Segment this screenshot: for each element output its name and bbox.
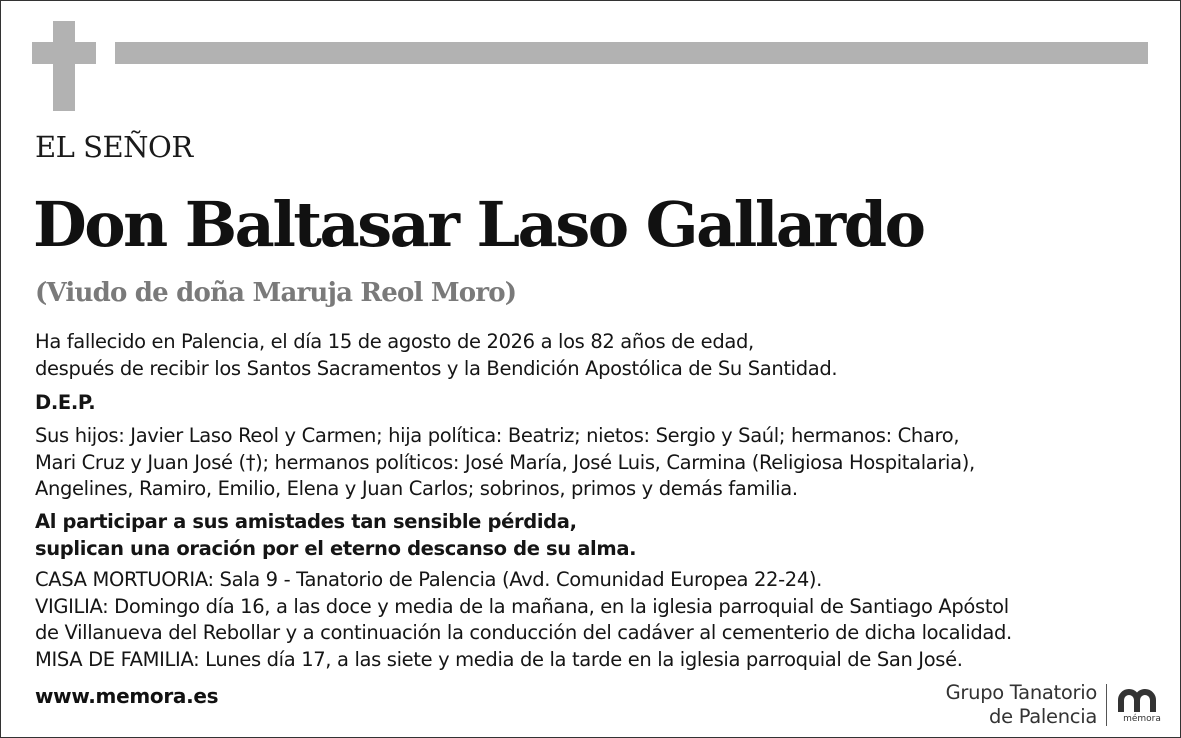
- death-notice-paragraph: [35, 329, 1155, 382]
- text-line: CASA MORTUORIA: Sala 9 - Tanatorio de Palencia (Avd. Comunidad Europea 22-24).: [35, 568, 823, 591]
- brand-line: Grupo Tanatorio: [945, 681, 1097, 704]
- text-line: Sus hijos: Javier Laso Reol y Carmen; hija política: Beatriz; nietos: Sergio y Saúl; hermanos: Charo,: [35, 424, 960, 447]
- brand-name: [946, 681, 1097, 729]
- website-link[interactable]: www.memora.es: [35, 684, 219, 708]
- text-line: Ha fallecido en Palencia, el día 15 de agosto de 2026 a los 82 años de edad,: [35, 330, 754, 353]
- text-line: Mari Cruz y Juan José (†); hermanos políticos: José María, José Luis, Carmina (Religiosa Hospitalaria),: [35, 450, 975, 474]
- text-line: de Villanueva del Rebollar y a continuación la conducción del cadáver al cementerio de dicha localidad.: [35, 621, 1012, 644]
- title-prefix: EL SEÑOR: [35, 130, 193, 164]
- brand-divider: [1106, 684, 1107, 726]
- deceased-name: Don Baltasar Laso Gallardo: [33, 188, 924, 261]
- cross-horizontal-bar: [32, 42, 96, 64]
- logo-wordmark: mémora: [1123, 714, 1161, 724]
- cross-vertical-bar: [53, 21, 75, 111]
- text-line: Al participar a sus amistades tan sensible pérdida,: [35, 510, 577, 533]
- brand-line: de Palencia: [989, 705, 1097, 728]
- request-paragraph: [35, 509, 1155, 562]
- text-line: VIGILIA: Domingo día 16, a las doce y media de la mañana, en la iglesia parroquial de Santiago Apóstol: [35, 594, 1009, 618]
- relation-line: (Viudo de doña Maruja Reol Moro): [35, 278, 517, 308]
- header-rule: [115, 42, 1148, 64]
- text-line: Angelines, Ramiro, Emilio, Elena y Juan Carlos; sobrinos, primos y demás familia.: [35, 477, 798, 500]
- family-paragraph: [35, 423, 1155, 503]
- rip-line: [35, 390, 1155, 417]
- text-line: después de recibir los Santos Sacramentos y la Bendición Apostólica de Su Santidad.: [35, 356, 838, 380]
- services-paragraph: [35, 567, 1155, 673]
- text-line: suplican una oración por el eterno descanso de su alma.: [35, 536, 637, 560]
- text-line: D.E.P.: [35, 391, 96, 414]
- text-line: MISA DE FAMILIA: Lunes día 17, a las siete y media de la tarde en la iglesia parroquial de San José.: [35, 647, 963, 671]
